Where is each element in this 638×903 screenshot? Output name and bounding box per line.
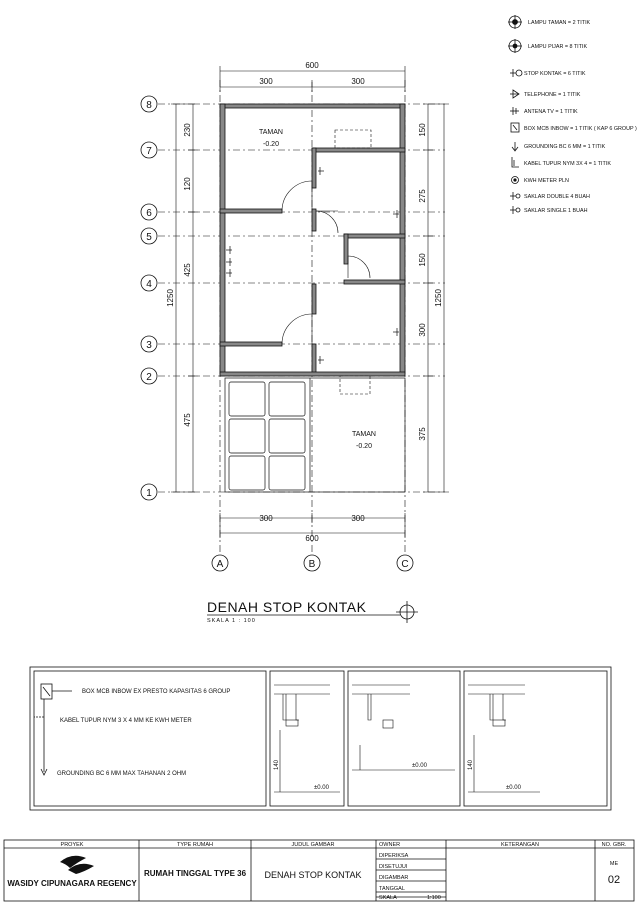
legend-label: LAMPU PIJAR = 8 TITIK	[528, 44, 588, 50]
grid-bubble-label: 5	[146, 232, 152, 243]
plan-outlets	[226, 167, 399, 364]
legend-label: GROUNDING BC 6 MM = 1 TITIK	[524, 144, 606, 150]
company-name: WASIDY CIPUNAGARA REGENCY	[7, 879, 137, 888]
outlet-icon	[393, 210, 399, 218]
telephone-icon	[510, 90, 519, 98]
dim-left-4: 475	[183, 413, 192, 427]
grid-bubble	[304, 555, 320, 571]
dim-right-4: 300	[418, 323, 427, 337]
field-disetujui: DISETUJUI	[379, 864, 408, 870]
grid-bubble-label: 7	[146, 146, 152, 157]
dim-top-right: 300	[351, 77, 365, 86]
section-dim: 140	[468, 759, 474, 770]
double-switch-icon	[510, 192, 520, 200]
outlet-icon	[393, 328, 399, 336]
room-label: TAMAN	[352, 431, 376, 438]
company-logo	[60, 856, 94, 874]
room-label: TAMAN	[259, 129, 283, 136]
no-gbr-header: NO. GBR.	[601, 842, 627, 848]
garden-tiles	[225, 378, 405, 492]
dim-left-total: 1250	[166, 289, 175, 307]
judul-value: DENAH STOP KONTAK	[264, 870, 362, 880]
kwh-meter-icon	[512, 177, 519, 184]
dim-top-total: 600	[305, 61, 319, 70]
grid-bubble-label: 2	[146, 372, 152, 383]
grid-bubble	[141, 96, 157, 112]
mcb-label: BOX MCB INBOW EX PRESTO KAPASITAS 6 GROUP	[82, 689, 231, 695]
dim-right-total: 1250	[434, 289, 443, 307]
grounding-label: GROUNDING BC 6 MM MAX TAHANAN 2 OHM	[57, 771, 187, 777]
field-skala: SKALA	[379, 895, 397, 901]
legend	[508, 15, 522, 214]
type-value: RUMAH TINGGAL TYPE 36	[143, 869, 247, 878]
riser-diagram	[34, 684, 72, 775]
outlet-icon	[226, 246, 232, 254]
judul-header: JUDUL GAMBAR	[291, 842, 335, 848]
grid-bubble-label: A	[216, 559, 224, 570]
drawing-scale-text: SKALA 1 : 100	[207, 618, 256, 624]
keterangan-header: KETERANGAN	[501, 842, 539, 848]
cable-icon	[512, 157, 519, 167]
grid-bubble-label: 6	[146, 208, 152, 219]
floor-plan	[141, 61, 449, 571]
dim-right-3: 150	[418, 253, 427, 267]
drawing-title-text: DENAH STOP KONTAK	[207, 599, 367, 615]
dim-left-3: 425	[183, 263, 192, 277]
north-arrow-icon	[396, 601, 418, 623]
grid-bubble	[141, 142, 157, 158]
section-level: ±0.00	[412, 763, 427, 769]
riser-labels	[57, 689, 230, 777]
section-details	[274, 685, 540, 792]
mcb-box-icon	[511, 123, 519, 132]
grid-col-markers	[212, 555, 413, 571]
outlet-icon	[318, 356, 324, 364]
grid-bubble-label: C	[401, 559, 409, 570]
legend-label: SAKLAR DOUBLE 4 BUAH	[524, 194, 590, 200]
tv-antenna-icon	[510, 107, 519, 115]
grid-bubble-label: 8	[146, 100, 152, 111]
room-level: -0.20	[356, 443, 372, 450]
section-level: ±0.00	[506, 785, 521, 791]
grounding-icon	[512, 142, 518, 151]
skala-value: 1:100	[427, 895, 441, 901]
dim-bottom-right: 300	[351, 514, 365, 523]
room-level: -0.20	[263, 141, 279, 148]
grid-bubble-label: 1	[146, 488, 152, 499]
proyek-header: PROYEK	[60, 842, 84, 848]
legend-label: BOX MCB INBOW = 1 TITIK ( KAP 6 GROUP )	[524, 126, 637, 132]
legend-label: LAMPU TAMAN = 2 TITIK	[528, 20, 591, 26]
field-digambar: DIGAMBAR	[379, 875, 409, 881]
dim-right-2: 275	[418, 189, 427, 203]
grid-bubble	[141, 275, 157, 291]
outlet-icon	[510, 69, 522, 77]
dim-bottom-total: 600	[305, 534, 319, 543]
legend-labels	[524, 20, 637, 214]
grid-bubble	[397, 555, 413, 571]
grid-bubble	[141, 336, 157, 352]
dim-right-5: 375	[418, 427, 427, 441]
grid-bubble-label: B	[308, 559, 316, 570]
grid-row-markers	[141, 96, 157, 500]
legend-label: ANTENA TV = 1 TITIK	[524, 109, 578, 115]
grid-bubble	[212, 555, 228, 571]
grid-bubble	[141, 484, 157, 500]
window-marks	[335, 130, 371, 394]
ceiling-lamp-icon	[508, 39, 522, 53]
dim-left-2: 120	[183, 177, 192, 191]
grid-bubble-label: 3	[146, 340, 152, 351]
grid-bubble-label: 4	[146, 279, 152, 290]
no-gbr-value: 02	[607, 874, 621, 886]
dim-right-1: 150	[418, 123, 427, 137]
legend-label: SAKLAR SINGLE 1 BUAH	[524, 208, 588, 214]
field-tanggal: TANGGAL	[379, 886, 405, 892]
section-dim: 140	[274, 759, 280, 770]
single-switch-icon	[510, 206, 520, 214]
dim-left-1: 230	[183, 123, 192, 137]
type-header: TYPE RUMAH	[176, 842, 214, 848]
grid-bubble	[141, 228, 157, 244]
field-diperiksa: DIPERIKSA	[379, 853, 409, 859]
legend-label: TELEPHONE = 1 TITIK	[524, 92, 581, 98]
walls	[220, 104, 405, 376]
grid-bubble	[141, 204, 157, 220]
field-owner: OWNER	[379, 842, 401, 848]
outlet-icon	[226, 258, 232, 266]
dim-top-left: 300	[259, 77, 273, 86]
cable-label: KABEL TUPUR NYM 3 X 4 MM KE KWH METER	[60, 718, 192, 724]
garden-lamp-icon	[508, 15, 522, 29]
legend-label: KWH METER PLN	[524, 178, 569, 184]
grid-bubble	[141, 368, 157, 384]
legend-label: KABEL TUPUR NYM 3X 4 = 1 TITIK	[524, 161, 611, 167]
outlet-icon	[226, 269, 232, 277]
outlet-icon	[318, 167, 324, 175]
section-labels	[274, 759, 522, 791]
section-level: ±0.00	[314, 785, 329, 791]
door-swings	[282, 181, 370, 344]
legend-label: STOP KONTAK = 6 TITIK	[524, 71, 586, 77]
drawing-title	[207, 599, 418, 624]
dim-bottom-left: 300	[259, 514, 273, 523]
no-gbr-code: ME	[609, 861, 619, 867]
